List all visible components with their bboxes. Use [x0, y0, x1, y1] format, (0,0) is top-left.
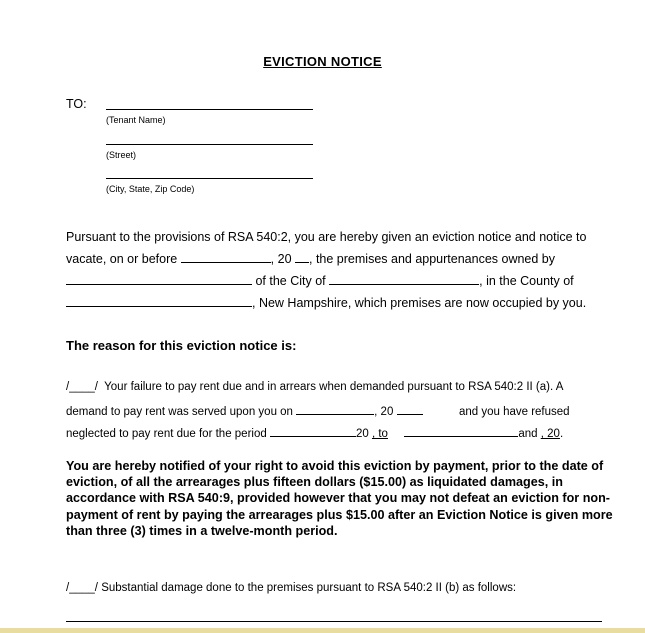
street-label: (Street) — [106, 150, 137, 160]
intro-line-1: Pursuant to the provisions of RSA 540:2, you are hereby given an eviction notice and notice to — [66, 230, 587, 244]
tenant-name-line[interactable] — [106, 109, 313, 110]
period-start-blank[interactable] — [270, 425, 356, 437]
reason-item-1-line-1: /____/ Your failure to pay rent due and in arrears when demanded pursuant to RSA 540:2 II (a). A — [66, 381, 564, 393]
page-border-strip — [0, 628, 645, 633]
period-end-blank[interactable] — [404, 425, 518, 437]
reason-item-1-line-3: neglected to pay rent due for the period 20 , to and , 20. — [66, 425, 563, 440]
reason-heading: The reason for this eviction notice is: — [66, 338, 297, 353]
payment-notice-paragraph: You are hereby notified of your right to avoid this eviction by payment, prior to the date of eviction, of all the arrearages plus fifteen dollars ($15.00) as liquidated damages, in accordance with RSA 540:9, provided however that you may not defeat an eviction for non-payment of rent by paying the arrearages plus $15.00 after an Eviction Notice is given more than three (3) times in a twelve-month period. — [66, 459, 613, 538]
damage-description-line[interactable] — [66, 621, 602, 622]
reason-item-2-checkbox[interactable]: /____/ — [66, 582, 98, 594]
reason-item-1-checkbox[interactable]: /____/ — [66, 381, 98, 393]
vacate-year-blank[interactable] — [295, 251, 309, 263]
tenant-name-label: (Tenant Name) — [106, 115, 166, 125]
reason-item-1-line-2: demand to pay rent was served upon you on , 20 and you have refused — [66, 403, 570, 418]
city-blank[interactable] — [329, 273, 479, 285]
intro-line-3: of the City of , in the County of — [66, 273, 574, 288]
intro-line-4: , New Hampshire, which premises are now occupied by you. — [66, 295, 586, 310]
city-state-zip-line[interactable] — [106, 178, 313, 179]
demand-date-blank[interactable] — [296, 403, 374, 415]
city-state-zip-label: (City, State, Zip Code) — [106, 184, 195, 194]
to-label: TO: — [66, 97, 87, 111]
street-line[interactable] — [106, 144, 313, 145]
vacate-date-blank[interactable] — [181, 251, 271, 263]
county-blank[interactable] — [66, 295, 252, 307]
intro-line-2: vacate, on or before , 20 , the premises and appurtenances owned by — [66, 252, 556, 266]
demand-year-blank[interactable] — [397, 403, 423, 415]
document-title: EVICTION NOTICE — [263, 54, 382, 69]
reason-item-2-line: /____/ Substantial damage done to the premises pursuant to RSA 540:2 II (b) as follows: — [66, 582, 517, 594]
owner-name-blank[interactable] — [66, 273, 252, 285]
